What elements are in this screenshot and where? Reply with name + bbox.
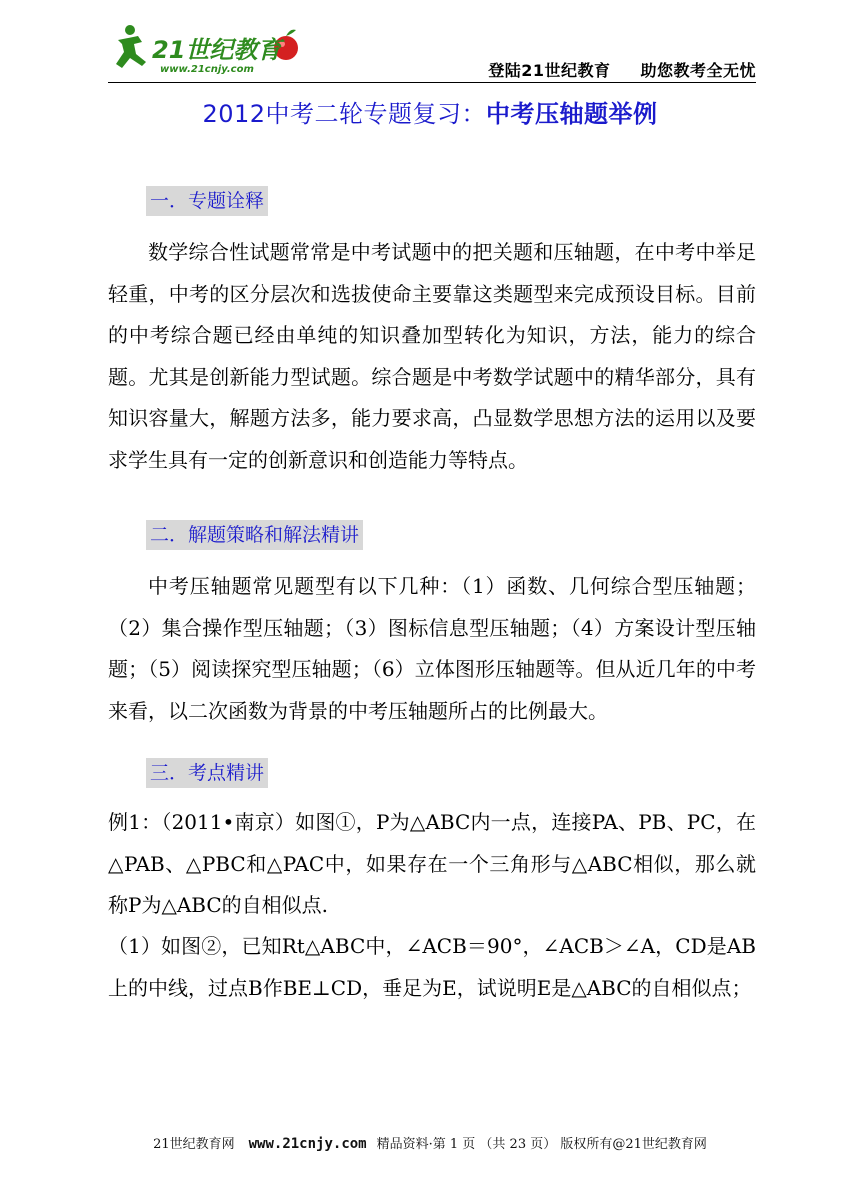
section-heading-1: 一．专题诠释 bbox=[146, 186, 268, 216]
paragraph-strategy: 中考压轴题常见题型有以下几种：（1）函数、几何综合型压轴题；（2）集合操作型压轴题；（3）图标信息型压轴题；（4）方案设计型压轴题；（5）阅读探究型压轴题；（6）立体图形压轴题等。但从近几年的中考来看，以二次函数为背景的中考压轴题所占的比例最大。 bbox=[108, 574, 756, 723]
logo-url: www.21cnjy.com bbox=[160, 64, 254, 75]
paragraph-example-1: 例1：（2011•南京）如图①，P为△ABC内一点，连接PA、PB、PC，在△PAB、△PBC和△PAC中，如果存在一个三角形与△ABC相似，那么就称P为△ABC的自相似点. bbox=[108, 810, 756, 917]
title-main: 中考压轴题举例 bbox=[486, 100, 658, 128]
title-prefix: 2012中考二轮专题复习： bbox=[202, 100, 487, 128]
running-figure-icon bbox=[116, 25, 146, 68]
footer-right: 精品资料·第 1 页 （共 23 页） 版权所有@21世纪教育网 bbox=[376, 1137, 707, 1152]
page-footer bbox=[0, 1133, 860, 1152]
logo bbox=[108, 22, 308, 80]
header-slogan bbox=[488, 58, 756, 81]
section-heading-2: 二．解题策略和解法精讲 bbox=[146, 520, 363, 550]
footer-left: 21世纪教育网 bbox=[153, 1137, 235, 1152]
page-title bbox=[0, 94, 860, 129]
header-divider bbox=[108, 82, 756, 83]
logo-text: 21世纪教育 bbox=[152, 36, 282, 64]
section-heading-3: 三．考点精讲 bbox=[146, 758, 268, 788]
footer-site-link[interactable]: www.21cnjy.com bbox=[248, 1136, 367, 1152]
paragraph-intro: 数学综合性试题常常是中考试题中的把关题和压轴题，在中考中举足轻重，中考的区分层次和选拔使命主要靠这类题型来完成预设目标。目前的中考综合题已经由单纯的知识叠加型转化为知识，方法，能力的综合题。尤其是创新能力型试题。综合题是中考数学试题中的精华部分，具有知识容量大，解题方法多，能力要求高，凸显数学思想方法的运用以及要求学生具有一定的创新意识和创造能力等特点。 bbox=[108, 240, 756, 472]
page-header bbox=[108, 22, 756, 84]
slogan-left: 登陆21世纪教育 bbox=[488, 61, 611, 80]
paragraph-question-1: （1）如图②，已知Rt△ABC中，∠ACB＝90°，∠ACB＞∠A，CD是AB上的中线，过点B作BE⊥CD，垂足为E，试说明E是△ABC的自相似点； bbox=[108, 934, 756, 1000]
slogan-right: 助您教考全无忧 bbox=[640, 61, 756, 80]
